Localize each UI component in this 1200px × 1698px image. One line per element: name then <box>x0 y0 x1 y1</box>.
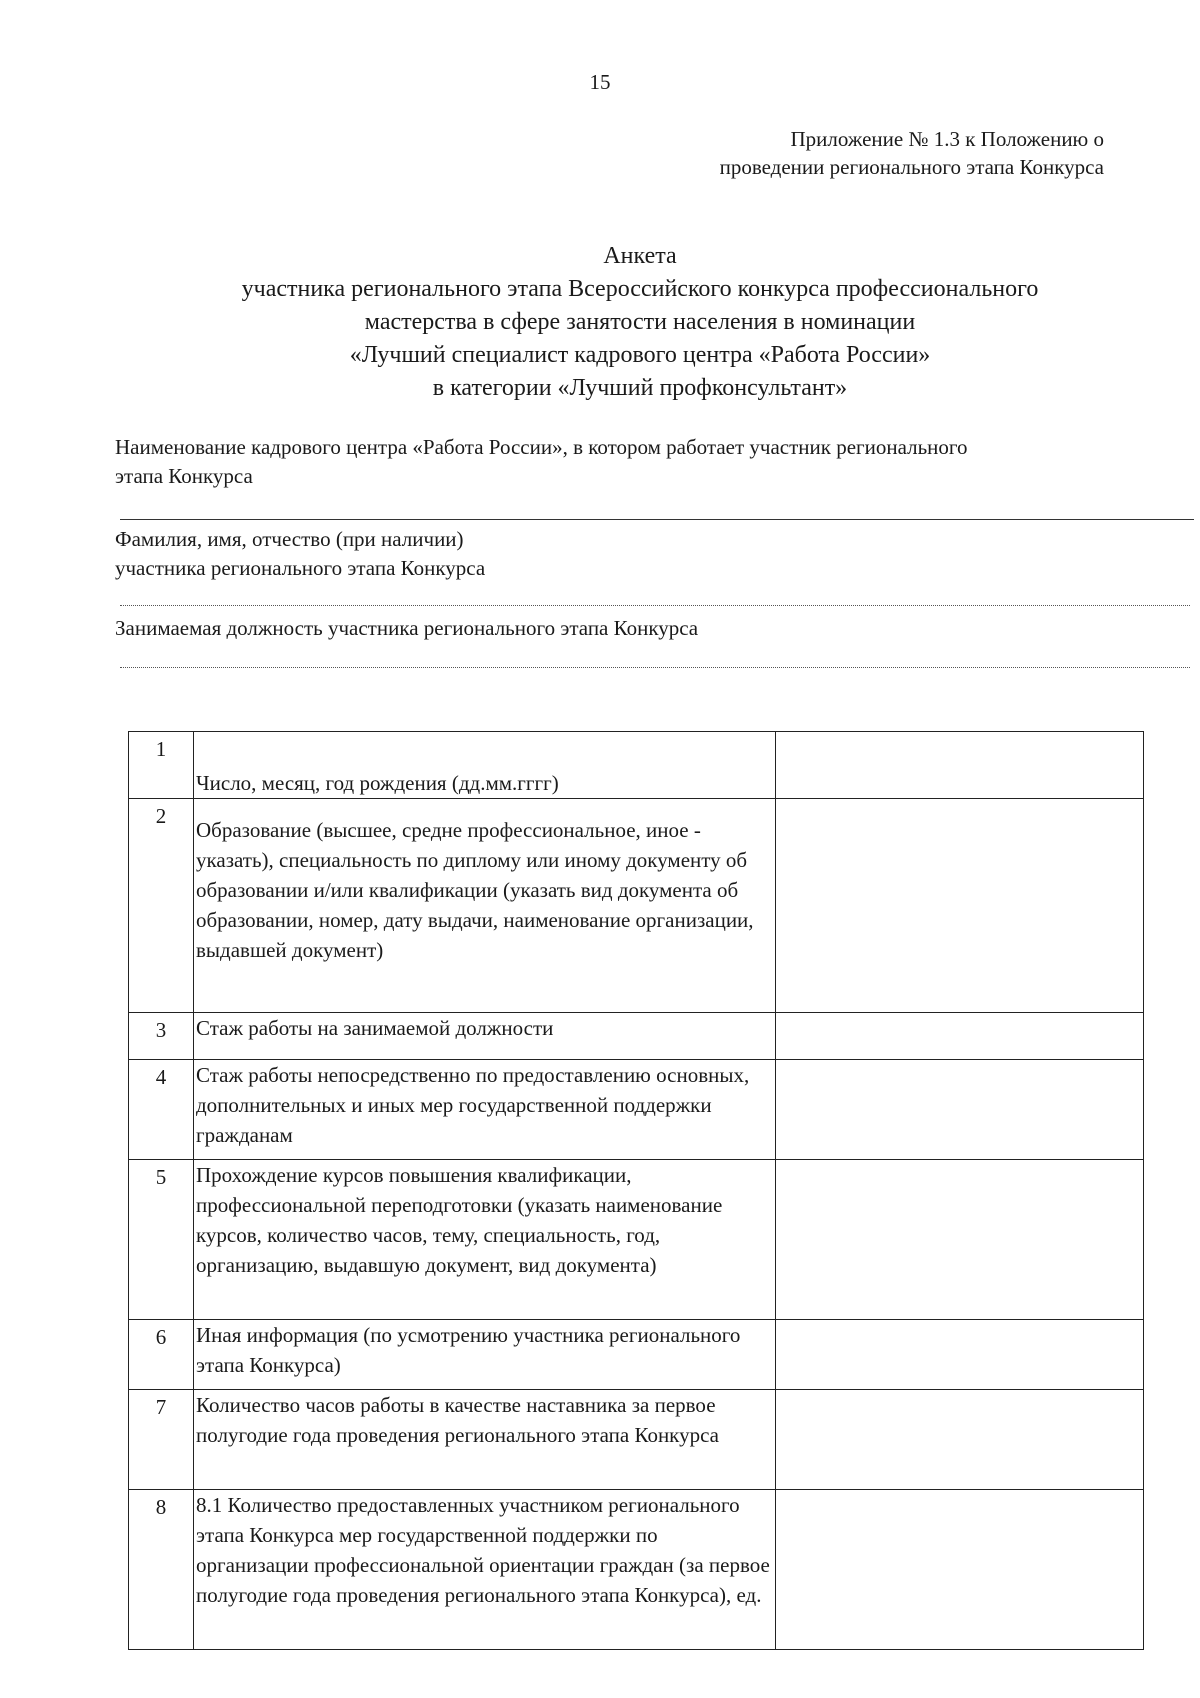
row-number: 1 <box>129 732 194 799</box>
fio-label <box>115 525 485 583</box>
questionnaire-table <box>128 731 1144 1650</box>
row-number: 3 <box>129 1013 194 1060</box>
table-row <box>129 799 1144 1013</box>
title-line-4: «Лучший специалист кадрового центра «Работа России» <box>349 342 931 368</box>
table-row <box>129 732 1144 799</box>
row-label: Стаж работы непосредственно по предоставлению основных, дополнительных и иных мер государственной поддержки гражданам <box>194 1060 776 1160</box>
row-number: 8 <box>129 1490 194 1650</box>
row-value-cell[interactable] <box>776 1013 1144 1060</box>
appendix-line-2: проведении регионального этапа Конкурса <box>719 155 1104 179</box>
appendix-note <box>720 125 1104 181</box>
center-name-label-line-2: этапа Конкурса <box>115 464 253 488</box>
title-line-3: мастерства в сфере занятости населения в номинации <box>364 309 916 335</box>
page-number: 15 <box>589 70 611 94</box>
row-value-cell[interactable] <box>776 732 1144 799</box>
row-label: Количество часов работы в качестве наставника за первое полугодие года проведения регионального этапа Конкурса <box>194 1390 776 1490</box>
center-name-label-line-1: Наименование кадрового центра «Работа России», в котором работает участник регионального <box>115 435 968 459</box>
center-name-input-line[interactable] <box>120 519 1194 520</box>
row-number: 6 <box>129 1320 194 1390</box>
title-line-1: Анкета <box>603 243 677 269</box>
fio-label-line-1: Фамилия, имя, отчество (при наличии) <box>115 527 464 551</box>
row-label: Стаж работы на занимаемой должности <box>194 1013 776 1060</box>
row-value-cell[interactable] <box>776 1060 1144 1160</box>
row-label: 8.1 Количество предоставленных участником регионального этапа Конкурса мер государственной поддержки по организации профессиональной ориентации граждан (за первое полугодие года проведения регионального этапа Конкурса), ед. <box>194 1490 776 1650</box>
row-number: 5 <box>129 1160 194 1320</box>
table-row <box>129 1390 1144 1490</box>
table-row <box>129 1320 1144 1390</box>
table-row <box>129 1060 1144 1160</box>
row-value-cell[interactable] <box>776 1320 1144 1390</box>
table-row <box>129 1490 1144 1650</box>
row-value-cell[interactable] <box>776 799 1144 1013</box>
document-title <box>120 240 1160 405</box>
table-row <box>129 1013 1144 1060</box>
center-name-label <box>115 433 968 491</box>
row-label: Число, месяц, год рождения (дд.мм.гггг) <box>194 732 776 799</box>
title-line-5: в категории «Лучший профконсультант» <box>432 375 848 401</box>
row-number: 2 <box>129 799 194 1013</box>
fio-input-line[interactable] <box>120 605 1190 606</box>
row-label: Образование (высшее, средне профессиональное, иное - указать), специальность по диплому или иному документу об образовании и/или квалификации (указать вид документа об образовании, номер, дату выдачи, наименование организации, выдавшей документ) <box>194 799 776 1013</box>
row-value-cell[interactable] <box>776 1160 1144 1320</box>
table-row <box>129 1160 1144 1320</box>
title-line-2: участника регионального этапа Всероссийского конкурса профессионального <box>241 276 1039 302</box>
row-value-cell[interactable] <box>776 1390 1144 1490</box>
row-value-cell[interactable] <box>776 1490 1144 1650</box>
row-number: 4 <box>129 1060 194 1160</box>
row-label: Иная информация (по усмотрению участника регионального этапа Конкурса) <box>194 1320 776 1390</box>
appendix-line-1: Приложение № 1.3 к Положению о <box>790 127 1104 151</box>
position-label: Занимаемая должность участника регионального этапа Конкурса <box>115 616 699 640</box>
row-number: 7 <box>129 1390 194 1490</box>
row-label: Прохождение курсов повышения квалификации, профессиональной переподготовки (указать наименование курсов, количество часов, тему, специальность, год, организацию, выдавшую документ, вид документа) <box>194 1160 776 1320</box>
position-input-line[interactable] <box>120 667 1190 668</box>
fio-label-line-2: участника регионального этапа Конкурса <box>115 556 486 580</box>
